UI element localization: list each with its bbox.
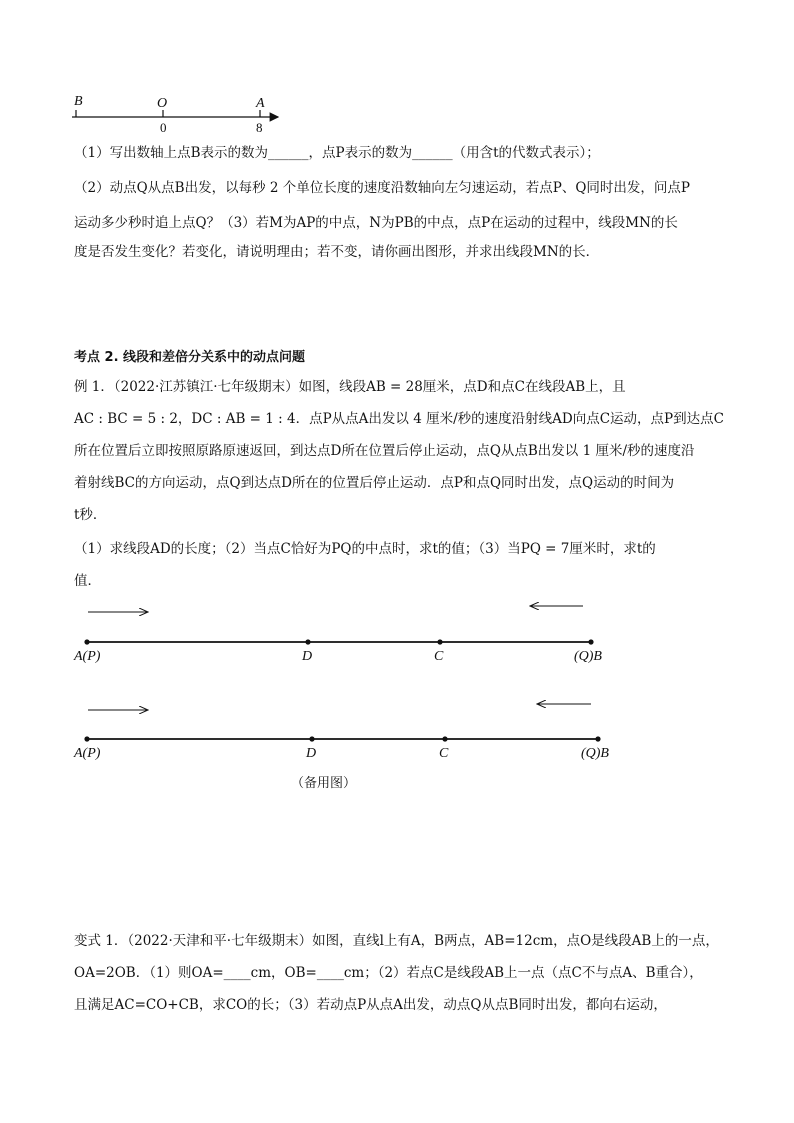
example1-line6: （1）求线段AD的长度；（2）当点C恰好为PQ的中点时，求t的值；（3）当PQ = 7厘米时，求t的: [74, 541, 656, 557]
fig2-label-C: C: [439, 746, 449, 761]
fig2-point-B: [595, 736, 600, 741]
example1-line1: 例 1．（2022·江苏镇江·七年级期末）如图，线段AB = 28厘米，点D和点C在线段AB上，且: [74, 379, 626, 395]
fig1-label-A: A(P): [74, 649, 101, 664]
fig2-point-A: [84, 736, 89, 741]
variant-line2: OA=2OB．（1）则OA=____cm，OB=____cm；（2）若点C是线段AB上一点（点C不与点A、B重合），: [74, 965, 703, 981]
example1-line7: 值．: [74, 573, 101, 589]
fig1-label-B: (Q)B: [574, 649, 602, 664]
fig2-label-B: (Q)B: [581, 746, 609, 761]
example1-line3: 所在位置后立即按照原路原速返回，到达点D所在位置后停止运动，点Q从点B出发以 1 厘米/秒的速度沿: [74, 443, 695, 459]
number-line-label-B: B: [74, 94, 83, 109]
fig2-point-C: [442, 736, 447, 741]
problem1-line4: 度是否发生变化？若变化，请说明理由；若不变，请你画出图形，并求出线段MN的长．: [74, 244, 600, 260]
fig1-label-C: C: [434, 649, 444, 664]
problem1-line2: （2）动点Q从点B出发，以每秒 2 个单位长度的速度沿数轴向左匀速运动，若点P、Q同时出发，问点P: [74, 180, 690, 196]
fig2-point-D: [309, 736, 314, 741]
example1-line2: AC : BC = 5 : 2，DC : AB = 1 : 4．点P从点A出发以 4 厘米/秒的速度沿射线AD向点C运动，点P到达点C: [74, 411, 724, 427]
fig1-point-C: [437, 639, 442, 644]
number-line-tick-8: 8: [256, 120, 263, 135]
number-line-label-O: O: [157, 96, 168, 111]
section-heading: 考点 2. 线段和差倍分关系中的动点问题: [74, 350, 306, 365]
number-line-label-A: A: [256, 96, 265, 111]
fig1-label-D: D: [302, 649, 313, 664]
variant-line3: 且满足AC=CO+CB，求CO的长；（3）若动点P从点A出发，动点Q从点B同时出发，都向右运动，: [74, 997, 667, 1013]
example1-line4: 着射线BC的方向运动，点Q到达点D所在的位置后停止运动．点P和点Q同时出发，点Q运动的时间为: [74, 475, 675, 491]
example1-line5: t秒．: [74, 507, 107, 523]
problem1-line3: 运动多少秒时追上点Q？（3）若M为AP的中点，N为PB的中点，点P在运动的过程中，线段MN的长: [74, 215, 678, 231]
variant-line1: 变式 1．（2022·天津和平·七年级期末）如图，直线l上有A，B两点，AB=12cm，点O是线段AB上的一点，: [74, 933, 719, 949]
fig1-point-D: [305, 639, 310, 644]
fig2-label-A: A(P): [74, 746, 101, 761]
fig1-point-A: [84, 639, 89, 644]
number-line-tick-0: 0: [160, 120, 167, 135]
fig1-point-B: [588, 639, 593, 644]
fig2-label-D: D: [306, 746, 317, 761]
problem1-line1: （1）写出数轴上点B表示的数为______，点P表示的数为______（用含t的代数式表示）；: [74, 145, 600, 161]
fig2-caption: （备用图）: [291, 776, 357, 791]
